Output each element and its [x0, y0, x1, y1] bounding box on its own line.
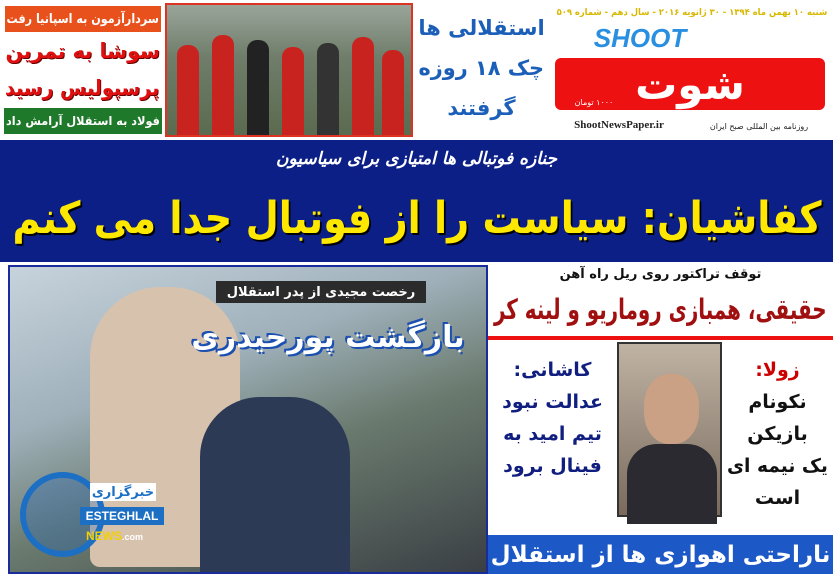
logo-english-box [580, 22, 700, 54]
headline-line-box [725, 450, 830, 482]
suit-figure [627, 444, 717, 524]
headline-azmoun-box[interactable] [5, 6, 161, 32]
headline-line-box [417, 88, 547, 128]
headline-line-box [493, 386, 612, 418]
headline-line-box [725, 482, 830, 514]
photo-kicker-box [216, 281, 426, 303]
watermark-logo [20, 467, 170, 567]
price: ۱۰۰۰ تومان [574, 97, 614, 107]
main-headline-band [0, 140, 833, 262]
headline-line-box [493, 450, 612, 482]
left-headlines [0, 0, 165, 140]
headline-line-box [725, 386, 830, 418]
headline-line: یک نیمه ای [727, 455, 828, 477]
headline-line-box [725, 354, 830, 386]
headline-foolad: فولاد به استقلال آرامش داد [5, 114, 160, 128]
watermark-fa: خبرگزاری [91, 484, 155, 500]
player-figure [382, 50, 404, 135]
tagline: روزنامه بین المللی صبح ایران [709, 121, 809, 131]
main-headline-box[interactable] [10, 180, 823, 256]
zola-story[interactable] [722, 340, 833, 535]
issue-date: شنبه ۱۰ بهمن ماه ۱۳۹۴ - ۳۰ ژانویه ۲۰۱۶ - سال دهم - شماره ۵۰۹ [556, 8, 827, 18]
headline-line: استقلالی ها [418, 16, 545, 40]
player-figure [352, 37, 374, 135]
website-link-box[interactable] [554, 116, 684, 134]
main-headline: کفاشیان: سیاست را از فوتبال جدا می کنم [11, 192, 822, 244]
headline-line: گرفتند [447, 96, 516, 120]
story-kicker: توقف تراکتور روی ریل راه آهن [559, 266, 762, 282]
headline-line: تیم امید به [503, 423, 602, 445]
player-figure [247, 40, 269, 135]
masthead [550, 0, 833, 140]
headline-line-box [417, 48, 547, 88]
photo-headline: بازگشت پورحیدری [191, 319, 465, 355]
watermark-news-text: NEWS [86, 529, 122, 543]
player-figure [317, 43, 339, 135]
main-subtitle: جنازه فوتبالی ها امتیازی برای سیاسیون [275, 149, 558, 169]
player-figure [177, 45, 199, 135]
photo-headline-box[interactable] [178, 315, 478, 359]
headline-line: پرسپولیس رسید [5, 75, 160, 100]
headline-line-box [417, 8, 547, 48]
headline-line: نکونام [748, 391, 807, 413]
headline-line-box [493, 354, 612, 386]
headline-azmoun: سردارآزمون به اسپانیا رفت [6, 11, 159, 27]
story-headline: حقیقی، همبازی روماریو و لینه کر [494, 292, 827, 326]
kashani-story[interactable] [490, 340, 615, 535]
headline-line: کاشانی: [513, 359, 592, 381]
headline-sousha-line1[interactable] [4, 32, 162, 69]
website-link[interactable]: ShootNewsPaper.ir [574, 119, 664, 131]
price-box [564, 96, 624, 108]
watermark-en: ESTEGHLAL [85, 509, 159, 523]
training-photo [165, 3, 413, 137]
headline-line-box [493, 418, 612, 450]
main-subtitle-box [0, 144, 833, 174]
bottom-headline: ناراحتی اهوازی ها از استقلال [490, 541, 831, 568]
headline-line: است [754, 487, 801, 509]
watermark-news [86, 529, 143, 547]
middle-headline[interactable] [413, 0, 550, 140]
headline-line: بازیکن [747, 423, 808, 445]
headline-line: چک ۱۸ روزه [418, 56, 545, 80]
right-top-story[interactable] [488, 262, 833, 336]
player-figure [200, 397, 350, 574]
issue-date-box [554, 6, 829, 20]
photo-kicker: رخصت مجیدی از پدر استقلال [226, 284, 416, 300]
player-figure [212, 35, 234, 135]
main-photo [8, 265, 488, 574]
player-figure [282, 47, 304, 135]
watermark-en-box [80, 507, 164, 525]
face-figure [644, 374, 699, 444]
logo-english: SHOOT [593, 22, 687, 53]
headline-line-box [725, 418, 830, 450]
headline-foolad-box[interactable] [4, 108, 162, 134]
headline-line: سوشا به تمرین [5, 38, 160, 63]
headline-line: فینال برود [503, 455, 602, 477]
headline-line: زولا: [755, 359, 800, 381]
tagline-box [689, 118, 829, 134]
portrait-photo [617, 342, 722, 517]
story-kicker-box [498, 264, 823, 284]
headline-sousha-line2[interactable] [4, 69, 162, 106]
watermark-fa-box [90, 483, 156, 501]
bottom-headline-box[interactable] [488, 535, 833, 574]
story-headline-box [492, 286, 829, 332]
headline-line: عدالت نبود [502, 391, 603, 413]
watermark-domain: .com [122, 532, 144, 542]
logo-persian: شوت [635, 59, 745, 109]
